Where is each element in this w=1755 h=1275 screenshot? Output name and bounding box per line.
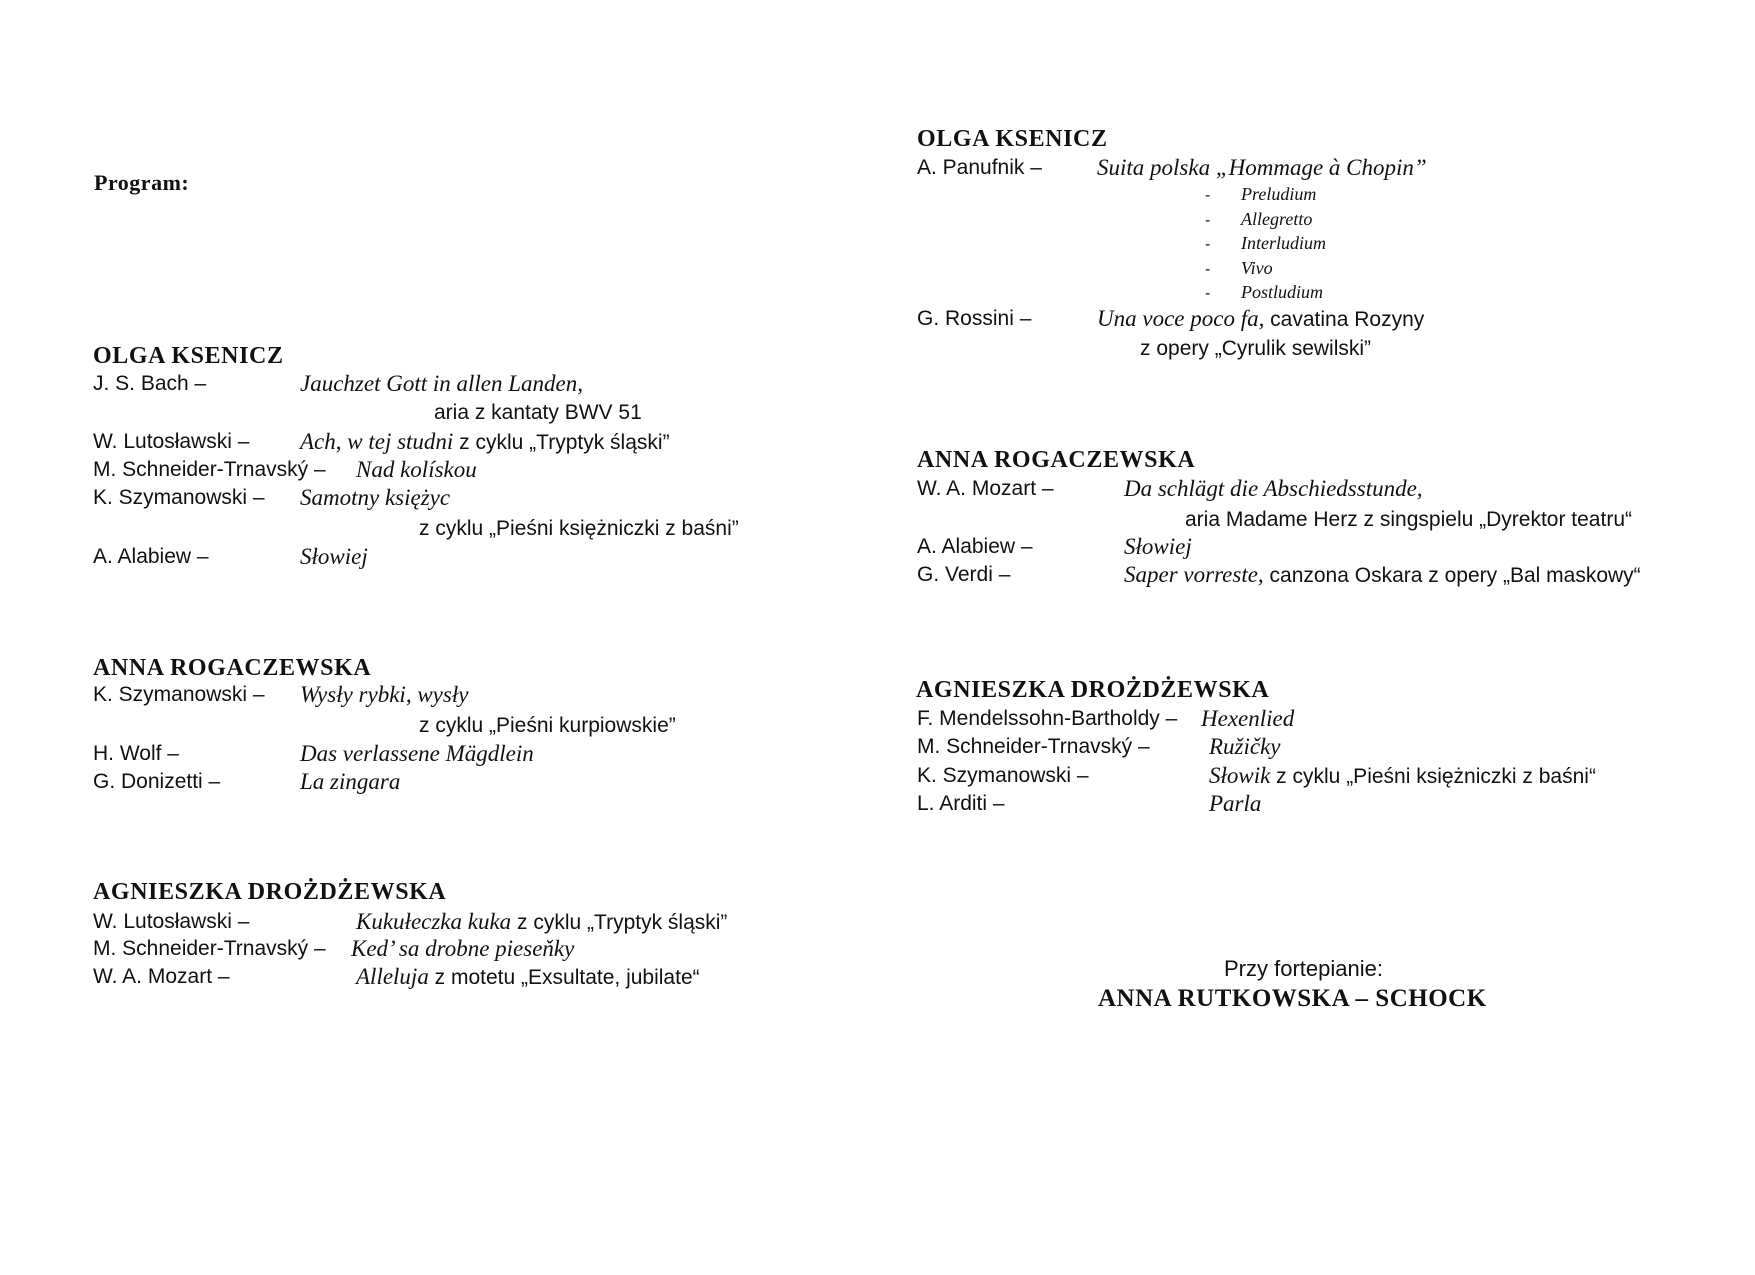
work-title: Nad kolískou — [356, 457, 477, 482]
movement-name: Vivo — [1241, 257, 1273, 278]
work-title: Samotny księżyc — [300, 485, 451, 510]
work-detail: aria z kantaty BWV 51 — [434, 401, 642, 424]
work-detail: aria Madame Herz z singspielu „Dyrektor teatru“ — [1185, 508, 1632, 531]
movement-item: - Preludium — [1205, 184, 1317, 204]
left-performer-3: AGNIESZKA DROŻDŻEWSKA — [93, 879, 447, 905]
composer: W. A. Mozart – — [917, 477, 1054, 500]
left-performer-1: OLGA KSENICZ — [93, 343, 284, 369]
composer: A. Alabiew – — [917, 535, 1033, 558]
right-performer-2: ANNA ROGACZEWSKA — [917, 447, 1196, 473]
work-title: Das verlassene Mägdlein — [300, 741, 534, 766]
work-title: La zingara — [300, 769, 401, 794]
movement-name: Postludium — [1241, 282, 1324, 302]
composer: J. S. Bach – — [93, 372, 207, 395]
work-title: Wysły rybki, wysły — [300, 682, 469, 707]
work-title: Słowiej — [300, 544, 368, 569]
work-title: Kukułeczka kuka — [356, 909, 512, 934]
composer: G. Donizetti – — [93, 770, 221, 793]
accompanist-name: ANNA RUTKOWSKA – SCHOCK — [1098, 985, 1487, 1012]
work-title: Hexenlied — [1201, 706, 1295, 731]
composer: K. Szymanowski – — [917, 764, 1089, 787]
program-label: Program: — [94, 170, 190, 195]
work-title: Ach, w tej studni — [300, 429, 454, 454]
left-performer-2: ANNA ROGACZEWSKA — [93, 655, 372, 681]
composer: W. Lutosławski – — [93, 910, 250, 933]
work-title-line — [1097, 306, 1424, 332]
composer: G. Rossini – — [917, 307, 1032, 330]
movement-item: - Interludium — [1205, 233, 1326, 253]
work-detail: z cyklu „Pieśni kurpiowskie” — [419, 714, 676, 737]
composer: A. Panufnik – — [917, 156, 1042, 179]
work-title: Słowiej — [1124, 534, 1192, 559]
composer: W. A. Mozart – — [93, 965, 230, 988]
composer: K. Szymanowski – — [93, 486, 265, 509]
work-title: Ked’ sa drobne pieseňky — [351, 936, 575, 961]
composer: W. Lutosławski – — [93, 430, 250, 453]
work-detail: z cyklu „Tryptyk śląski” — [511, 911, 728, 934]
work-detail: z cyklu „Tryptyk śląski” — [453, 431, 670, 454]
composer: H. Wolf – — [93, 742, 179, 765]
work-title: Alleluja — [356, 964, 429, 989]
composer: A. Alabiew – — [93, 545, 209, 568]
work-title: Una voce poco fa, — [1097, 306, 1265, 331]
composer: M. Schneider-Trnavský – — [917, 735, 1150, 758]
work-detail: cavatina Rozyny — [1264, 308, 1425, 331]
movement-item: - Allegretto — [1205, 208, 1313, 229]
work-detail: canzona Oskara z opery „Bal maskowy“ — [1263, 564, 1641, 587]
work-title: Ružičky — [1209, 734, 1281, 759]
right-performer-1: OLGA KSENICZ — [917, 126, 1108, 152]
composer: K. Szymanowski – — [93, 683, 265, 706]
work-title-line — [356, 964, 700, 990]
work-title-line — [300, 429, 670, 455]
work-title: Da schlägt die Abschiedsstunde, — [1124, 476, 1423, 501]
work-title-line — [1209, 763, 1596, 789]
work-title: Parla — [1209, 791, 1262, 816]
work-detail: z cyklu „Pieśni księżniczki z baśni“ — [1270, 765, 1596, 788]
work-title: Suita polska „Hommage à Chopin” — [1097, 155, 1427, 180]
movement-item: - Postludium — [1205, 282, 1324, 302]
work-detail: z opery „Cyrulik sewilski” — [1140, 337, 1372, 360]
movement-list — [1205, 184, 1326, 307]
work-detail: z motetu „Exsultate, jubilate“ — [428, 966, 700, 989]
composer: G. Verdi – — [917, 563, 1011, 586]
work-title-line — [1124, 562, 1641, 588]
movement-item: - Vivo — [1205, 257, 1273, 278]
composer: M. Schneider-Trnavský – — [93, 937, 326, 960]
work-detail: z cyklu „Pieśni księżniczki z baśni” — [419, 517, 739, 540]
right-performer-3: AGNIESZKA DROŻDŻEWSKA — [916, 677, 1270, 703]
work-title: Saper vorreste, — [1124, 562, 1264, 587]
accompanist-label: Przy fortepianie: — [1224, 956, 1383, 981]
movement-name: Preludium — [1241, 184, 1317, 204]
work-title: Jauchzet Gott in allen Landen, — [300, 371, 583, 396]
work-title: Słowik — [1209, 763, 1271, 788]
movement-name: Interludium — [1241, 233, 1326, 253]
composer: F. Mendelssohn-Bartholdy – — [917, 707, 1178, 730]
composer: L. Arditi – — [917, 792, 1005, 815]
composer: M. Schneider-Trnavský – — [93, 458, 326, 481]
movement-name: Allegretto — [1241, 208, 1313, 229]
work-title-line — [356, 909, 727, 935]
